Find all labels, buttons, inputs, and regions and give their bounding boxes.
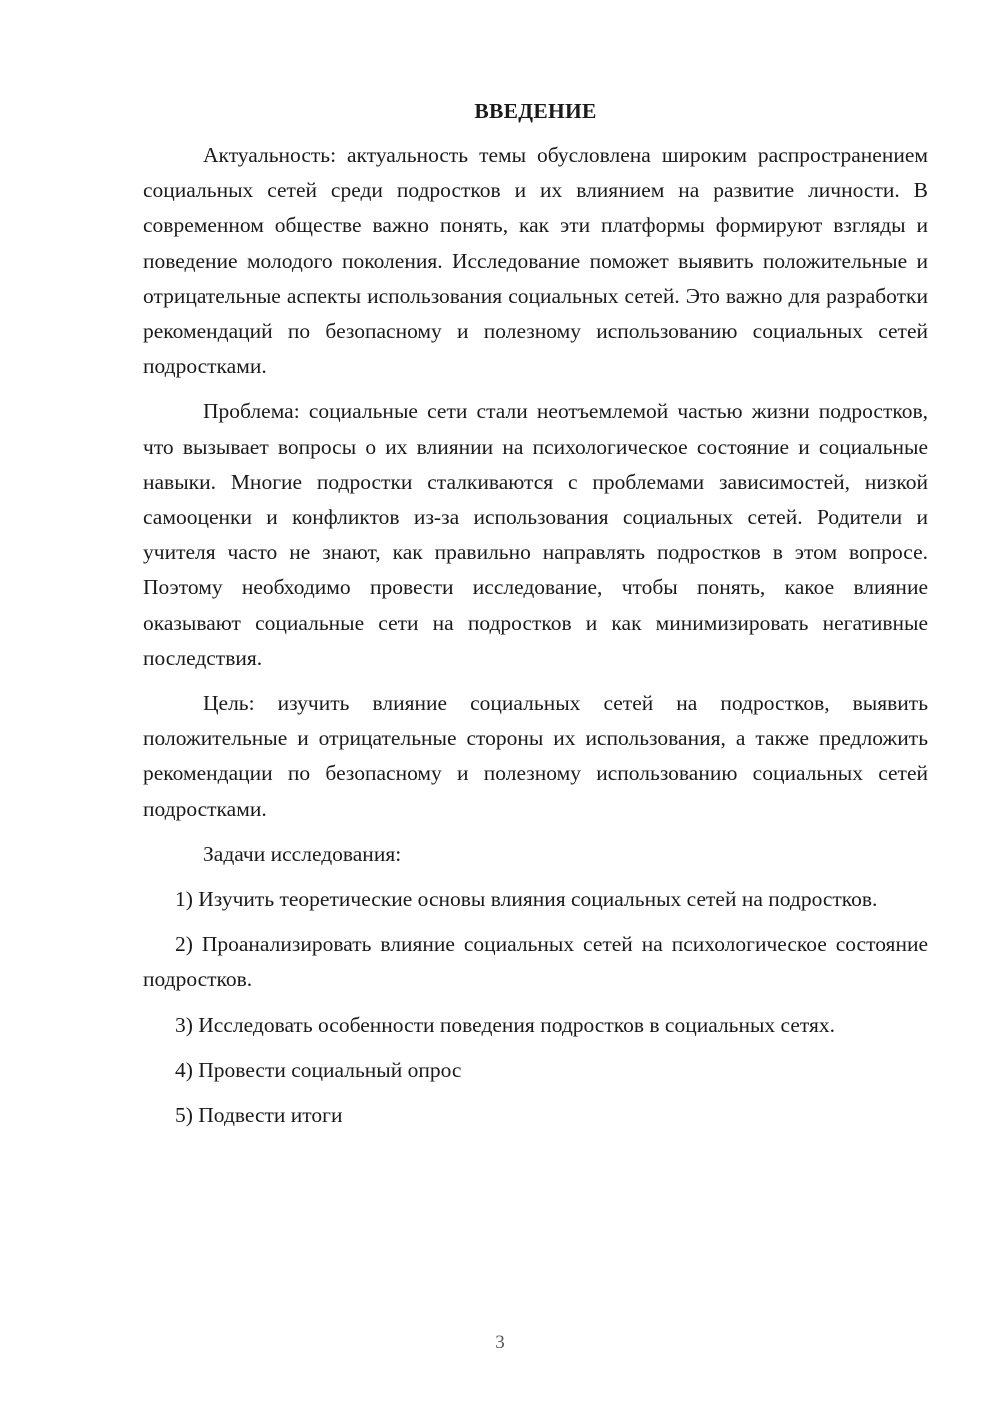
section-title: ВВЕДЕНИЕ bbox=[474, 99, 597, 123]
tasks-heading: Задачи исследования: bbox=[203, 841, 402, 866]
paragraph-goal: Цель: изучить влияние социальных сетей на подростков, выявить положительные и отрицательные стороны их использования, а также предложить рекомендации по безопасному и полезному использованию социальных сетей подростками. bbox=[143, 691, 928, 821]
task-item-5: 5) Подвести итоги bbox=[175, 1103, 343, 1128]
page-number: 3 bbox=[495, 1332, 505, 1353]
paragraph-problem: Проблема: социальные сети стали неотъемлемой частью жизни подростков, что вызывает вопросы о их влиянии на психологическое состояние и социальные навыки. Многие подростки сталкиваются с проблемами зависимостей, низкой самооценки и конфликтов из-за использования социальных сетей. Родители и учителя часто не знают, как правильно направлять подростков в этом вопросе. Поэтому необходимо провести исследование, чтобы понять, какое влияние оказывают социальные сети на подростков и как минимизировать негативные последствия. bbox=[143, 399, 928, 670]
task-item-3: 3) Исследовать особенности поведения подростков в социальных сетях. bbox=[175, 1012, 836, 1037]
task-item-2: 2) Проанализировать влияние социальных сетей на психологическое состояние подростков. bbox=[143, 932, 928, 992]
task-item-1: 1) Изучить теоретические основы влияния социальных сетей на подростков. bbox=[175, 887, 878, 912]
task-item-4: 4) Провести социальный опрос bbox=[175, 1057, 462, 1082]
document-page bbox=[143, 96, 928, 1143]
paragraph-relevance: Актуальность: актуальность темы обусловлена широким распространением социальных сетей среди подростков и их влиянием на развитие личности. В современном обществе важно понять, как эти платформы формируют взгляды и поведение молодого поколения. Исследование поможет выявить положительные и отрицательные аспекты использования социальных сетей. Это важно для разработки рекомендаций по безопасному и полезному использованию социальных сетей подростками. bbox=[143, 143, 928, 379]
